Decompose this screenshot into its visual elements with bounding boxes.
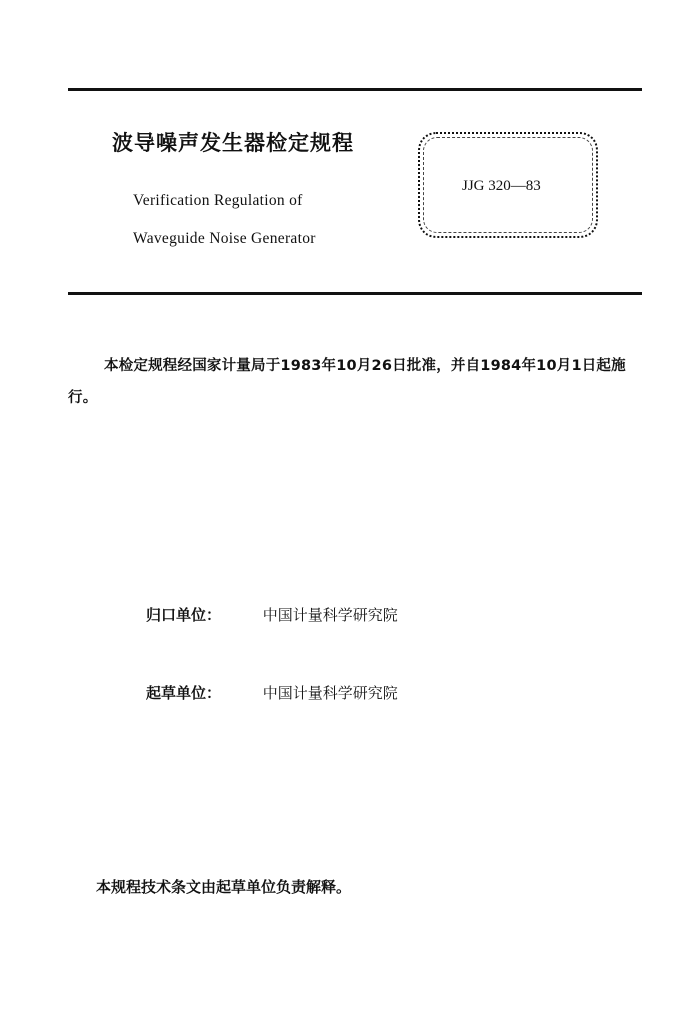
regulation-code: JJG 320—83 xyxy=(462,178,541,194)
bottom-rule xyxy=(68,292,642,295)
approval-statement: 本检定规程经国家计量局于1983年10月26日批准，并自1984年10月1日起施行。 xyxy=(68,358,626,406)
responsible-unit-row xyxy=(146,604,398,625)
document-title-en-line2: Waveguide Noise Generator xyxy=(133,230,316,247)
document-title-en-line1: Verification Regulation of xyxy=(133,192,303,209)
drafting-unit-row xyxy=(146,682,398,703)
drafting-unit-label: 起草单位： xyxy=(146,684,222,702)
drafting-unit-value: 中国计量科学研究院 xyxy=(262,684,398,702)
top-rule xyxy=(68,88,642,91)
responsible-unit-value: 中国计量科学研究院 xyxy=(262,606,398,624)
responsible-unit-label: 归口单位： xyxy=(146,606,222,624)
document-title-cn: 波导噪声发生器检定规程 xyxy=(112,131,354,155)
interpretation-note: 本规程技术条文由起草单位负责解释。 xyxy=(96,878,352,896)
